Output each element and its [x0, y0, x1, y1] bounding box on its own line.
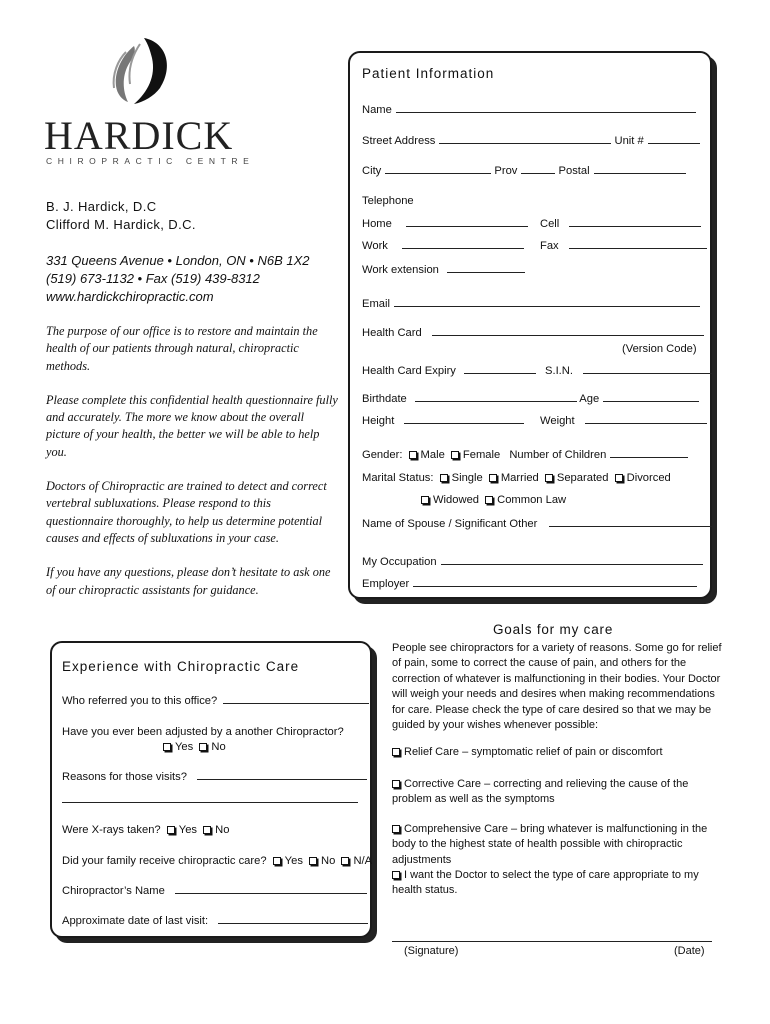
birthdate-label: Birthdate [362, 393, 407, 405]
signature-line[interactable] [392, 941, 712, 942]
sin-field[interactable] [583, 364, 715, 374]
home-label: Home [362, 218, 392, 230]
widowed-label: Widowed [433, 494, 480, 506]
chiropractor-name-field[interactable] [175, 884, 367, 894]
birthdate-field[interactable] [415, 392, 577, 402]
clinic-website[interactable]: www.hardickchiropractic.com [46, 289, 214, 304]
comprehensive-care-label: Comprehensive Care – bring whatever is malfunctioning in the body to the highest state of health possible with chiropractic adjustments [392, 823, 708, 866]
patient-information-panel [348, 51, 712, 599]
referred-label: Who referred you to this office? [62, 695, 218, 707]
sin-label: S.I.N. [545, 365, 573, 377]
occupation-field[interactable] [441, 555, 703, 565]
postal-label: Postal [558, 165, 590, 177]
clinic-address: 331 Queens Avenue • London, ON • N6B 1X2 [46, 253, 310, 268]
hands-logo-icon [104, 36, 184, 106]
comprehensive-care-checkbox[interactable] [392, 825, 400, 833]
married-checkbox[interactable] [489, 474, 497, 482]
email-label: Email [362, 298, 390, 310]
reasons-field-2[interactable] [62, 793, 358, 803]
name-label: Name [362, 104, 392, 116]
last-visit-field[interactable] [218, 914, 368, 924]
doctor-name-2: Clifford M. Hardick, D.C. [46, 217, 196, 232]
common-law-checkbox[interactable] [485, 496, 493, 504]
family-na-label: N/A [353, 855, 373, 867]
spouse-field[interactable] [549, 517, 713, 527]
clinic-address-block [46, 252, 338, 306]
family-yes-checkbox[interactable] [273, 857, 281, 865]
doctor-select-checkbox[interactable] [392, 871, 400, 879]
reasons-field[interactable] [197, 770, 367, 780]
doctor-select-option [392, 868, 722, 899]
corrective-care-checkbox[interactable] [392, 780, 400, 788]
goals-title: Goals for my care [493, 622, 614, 637]
prov-field[interactable] [521, 164, 555, 174]
adjusted-no-label: No [211, 741, 226, 753]
chiropractor-name-label: Chiropractor’s Name [62, 885, 165, 897]
weight-field[interactable] [585, 414, 707, 424]
city-label: City [362, 165, 382, 177]
fax-field[interactable] [569, 239, 707, 249]
corrective-care-label: Corrective Care – correcting and relieving the cause of the problem as well as the symptoms [392, 778, 689, 806]
family-no-label: No [321, 855, 336, 867]
male-label: Male [420, 449, 445, 461]
signature-label: (Signature) [404, 945, 459, 957]
city-field[interactable] [385, 164, 491, 174]
employer-field[interactable] [413, 577, 697, 587]
goals-intro: People see chiropractors for a variety of reasons. Some go for relief of pain, some to correct the cause of pain, and others for the correction of whatever is malfunctioning in their bodies. Your Doctor will weigh your needs and desires when making recommendations for care. Please check the type of care desired so that we may be guided by your wishes whenever possible: [392, 642, 722, 732]
health-card-field[interactable] [432, 326, 704, 336]
relief-care-option [392, 745, 722, 760]
reasons-label: Reasons for those visits? [62, 771, 187, 783]
xrays-yes-label: Yes [178, 824, 198, 836]
age-label: Age [579, 393, 600, 405]
gender-label: Gender: [362, 449, 403, 461]
married-label: Married [500, 472, 539, 484]
female-label: Female [462, 449, 501, 461]
widowed-checkbox[interactable] [421, 496, 429, 504]
work-field[interactable] [402, 239, 524, 249]
referred-field[interactable] [223, 694, 369, 704]
single-checkbox[interactable] [440, 474, 448, 482]
family-yes-label: Yes [284, 855, 303, 867]
male-checkbox[interactable] [409, 451, 417, 459]
divorced-label: Divorced [626, 472, 671, 484]
children-field[interactable] [610, 448, 688, 458]
xrays-no-label: No [215, 824, 230, 836]
female-checkbox[interactable] [451, 451, 459, 459]
xrays-no-checkbox[interactable] [203, 826, 211, 834]
employer-label: Employer [362, 578, 410, 590]
adjusted-yes-checkbox[interactable] [163, 743, 171, 751]
telephone-label: Telephone [362, 195, 414, 207]
work-extension-field[interactable] [447, 263, 525, 273]
home-field[interactable] [406, 217, 528, 227]
doctor-name-1: B. J. Hardick, D.C [46, 199, 157, 214]
clinic-phone: (519) 673-1132 • Fax (519) 439-8312 [46, 271, 260, 286]
xrays-yes-checkbox[interactable] [167, 826, 175, 834]
email-field[interactable] [394, 297, 700, 307]
adjusted-no-checkbox[interactable] [199, 743, 207, 751]
clinic-logo [44, 36, 255, 171]
work-extension-label: Work extension [362, 264, 439, 276]
postal-field[interactable] [594, 164, 686, 174]
separated-label: Separated [556, 472, 609, 484]
adjusted-label: Have you ever been adjusted by a another Chiropractor? [62, 726, 344, 738]
adjusted-yes-label: Yes [175, 741, 194, 753]
family-na-checkbox[interactable] [341, 857, 349, 865]
marital-status-label: Marital Status: [362, 472, 434, 484]
children-label: Number of Children [509, 449, 607, 461]
unit-field[interactable] [648, 134, 700, 144]
panel-title: Patient Information [362, 66, 495, 81]
unit-label: Unit # [614, 135, 644, 147]
health-card-expiry-label: Health Card Expiry [362, 365, 456, 377]
clinic-info [46, 198, 338, 599]
comprehensive-care-option [392, 822, 722, 868]
family-no-checkbox[interactable] [309, 857, 317, 865]
relief-care-checkbox[interactable] [392, 748, 400, 756]
age-field[interactable] [603, 392, 699, 402]
experience-title: Experience with Chiropractic Care [62, 659, 300, 674]
divorced-checkbox[interactable] [615, 474, 623, 482]
xrays-label: Were X-rays taken? [62, 824, 161, 836]
spouse-label: Name of Spouse / Significant Other [362, 518, 538, 530]
single-label: Single [451, 472, 483, 484]
family-care-label: Did your family receive chiropractic care? [62, 855, 267, 867]
intro-paragraph-1: The purpose of our office is to restore and maintain the health of our patients through natural, chiropractic methods. [46, 324, 318, 373]
occupation-label: My Occupation [362, 556, 437, 568]
street-field[interactable] [439, 134, 611, 144]
street-label: Street Address [362, 135, 436, 147]
intro-paragraph-2: Please complete this confidential health questionnaire fully and accurately. The more we know about the overall picture of your health, the better we will be able to help you. [46, 392, 338, 459]
experience-panel [50, 641, 372, 938]
intro-paragraph-4: If you have any questions, please don’t hesitate to ask one of our chiropractic assistants for guidance. [46, 565, 331, 597]
intro-paragraph-3: Doctors of Chiropractic are trained to detect and correct vertebral subluxations. Please respond to this questionnaire thoroughly, to help us determine potential causes and effects of subluxations in your case. [46, 479, 327, 545]
clinic-subtitle: CHIROPRACTIC CENTRE [46, 156, 255, 166]
relief-care-label: Relief Care – symptomatic relief of pain or discomfort [404, 746, 663, 758]
health-card-label: Health Card [362, 327, 422, 339]
height-field[interactable] [404, 414, 524, 424]
weight-label: Weight [540, 415, 575, 427]
work-label: Work [362, 240, 388, 252]
corrective-care-option [392, 777, 722, 808]
doctor-select-label: I want the Doctor to select the type of care appropriate to my health status. [392, 869, 699, 897]
common-law-label: Common Law [497, 494, 567, 506]
version-code-label: (Version Code) [622, 343, 697, 355]
name-field[interactable] [396, 103, 696, 113]
separated-checkbox[interactable] [545, 474, 553, 482]
cell-field[interactable] [569, 217, 701, 227]
date-label: (Date) [674, 945, 705, 957]
prov-label: Prov [494, 165, 518, 177]
height-label: Height [362, 415, 395, 427]
cell-label: Cell [540, 218, 560, 230]
last-visit-label: Approximate date of last visit: [62, 915, 209, 927]
health-card-expiry-field[interactable] [464, 364, 536, 374]
fax-label: Fax [540, 240, 559, 252]
clinic-name: HARDICK [44, 113, 234, 158]
